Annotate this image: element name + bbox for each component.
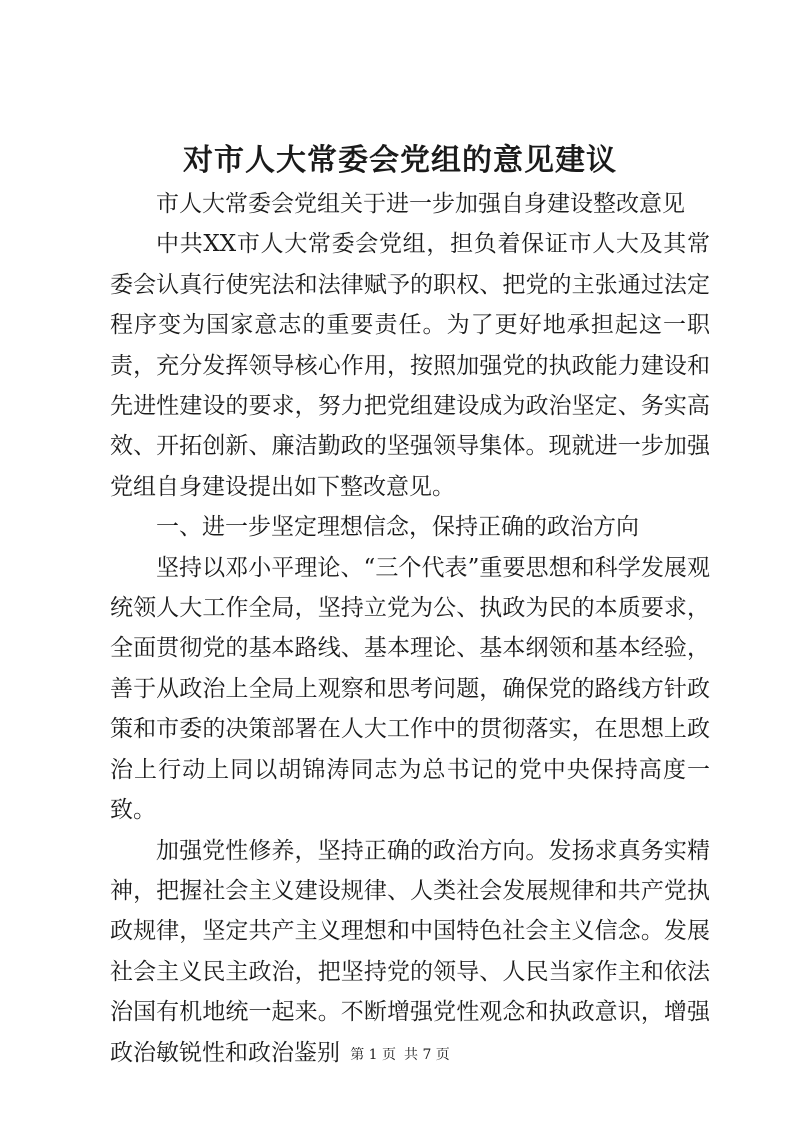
- page-total: 共 7 页: [404, 1047, 450, 1063]
- document-body: [110, 184, 710, 1073]
- body-paragraph: 加强党性修养，坚持正确的政治方向。发扬求真务实精神，把握社会主义建设规律、人类社会发展规律和共产党执政规律，坚定共产主义理想和中国特色社会主义信念。发展社会主义民主政治，把坚持党的领导、人民当家作主和依法治国有机地统一起来。不断增强党性观念和执政意识，增强政治敏锐性和政治鉴别: [110, 837, 710, 1066]
- page-number: 第 1 页: [350, 1047, 396, 1063]
- subtitle-paragraph: 市人大常委会党组关于进一步加强自身建设整改意见: [156, 191, 685, 217]
- body-paragraph: 坚持以邓小平理论、“三个代表”重要思想和科学发展观统领人大工作全局，坚持立党为公、执政为民的本质要求，全面贯彻党的基本路线、基本理论、基本纲领和基本经验，善于从政治上全局上观察和思考问题，确保党的路线方针政策和市委的决策部署在人大工作中的贯彻落实，在思想上政治上行动上同以胡锦涛同志为总书记的党中央保持高度一致。: [110, 554, 710, 824]
- page-footer: [0, 1045, 800, 1065]
- document-title: 对市人大常委会党组的意见建议: [183, 143, 617, 178]
- intro-paragraph: 中共XX市人大常委会党组，担负着保证市人大及其常委会认真行使宪法和法律赋予的职权、把党的主张通过法定程序变为国家意志的重要责任。为了更好地承担起这一职责，充分发挥领导核心作用，按照加强党的执政能力建设和先进性建设的要求，努力把党组建设成为政治坚定、务实高效、开拓创新、廉洁勤政的坚强领导集体。现就进一步加强党组自身建设提出如下整改意见。: [110, 231, 710, 500]
- section-heading: 一、进一步坚定理想信念，保持正确的政治方向: [156, 514, 639, 541]
